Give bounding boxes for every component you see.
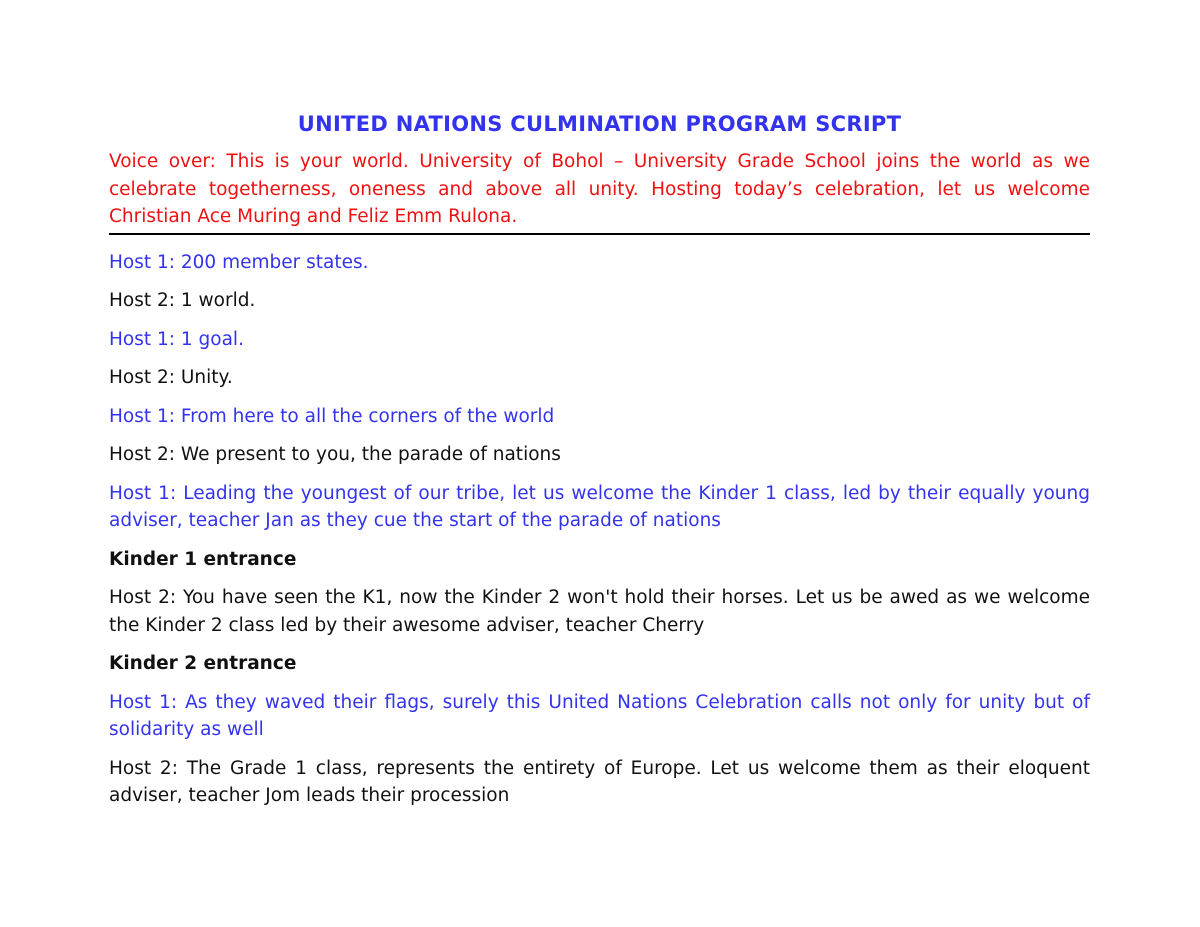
script-body (109, 110, 1090, 821)
section-divider (109, 233, 1090, 235)
script-line-host1: Host 1: Leading the youngest of our tribe, let us welcome the Kinder 1 class, led by their equally young adviser, teacher Jan as they cue the start of the parade of nations (109, 482, 1090, 531)
script-line-host2: Host 2: The Grade 1 class, represents the entirety of Europe. Let us welcome them as their eloquent adviser, teacher Jom leads their procession (109, 757, 1090, 806)
script-line-host1: Host 1: 200 member states. (109, 251, 369, 273)
script-line-host1: Host 1: From here to all the corners of the world (109, 405, 555, 427)
stage-cue-kinder-1: Kinder 1 entrance (109, 548, 297, 570)
script-line-host2: Host 2: 1 world. (109, 290, 256, 311)
script-line-host2: Host 2: Unity. (109, 367, 233, 388)
script-line-host1: Host 1: As they waved their flags, surely this United Nations Celebration calls not only for unity but of solidarity as well (109, 691, 1090, 740)
voiceover-paragraph: Voice over: This is your world. University of Bohol – University Grade School joins the world as we celebrate togetherness, oneness and above all unity. Hosting today’s celebration, let us welcome Christian Ace Muring and Feliz Emm Rulona. (109, 151, 1090, 227)
script-line-host2: Host 2: We present to you, the parade of nations (109, 444, 561, 465)
document-title: UNITED NATIONS CULMINATION PROGRAM SCRIPT (297, 112, 902, 136)
stage-cue-kinder-2: Kinder 2 entrance (109, 653, 297, 674)
script-line-host1: Host 1: 1 goal. (109, 328, 244, 350)
script-line-host2: Host 2: You have seen the K1, now the Kinder 2 won't hold their horses. Let us be awed as we welcome the Kinder 2 class led by their awesome adviser, teacher Cherry (109, 587, 1090, 636)
